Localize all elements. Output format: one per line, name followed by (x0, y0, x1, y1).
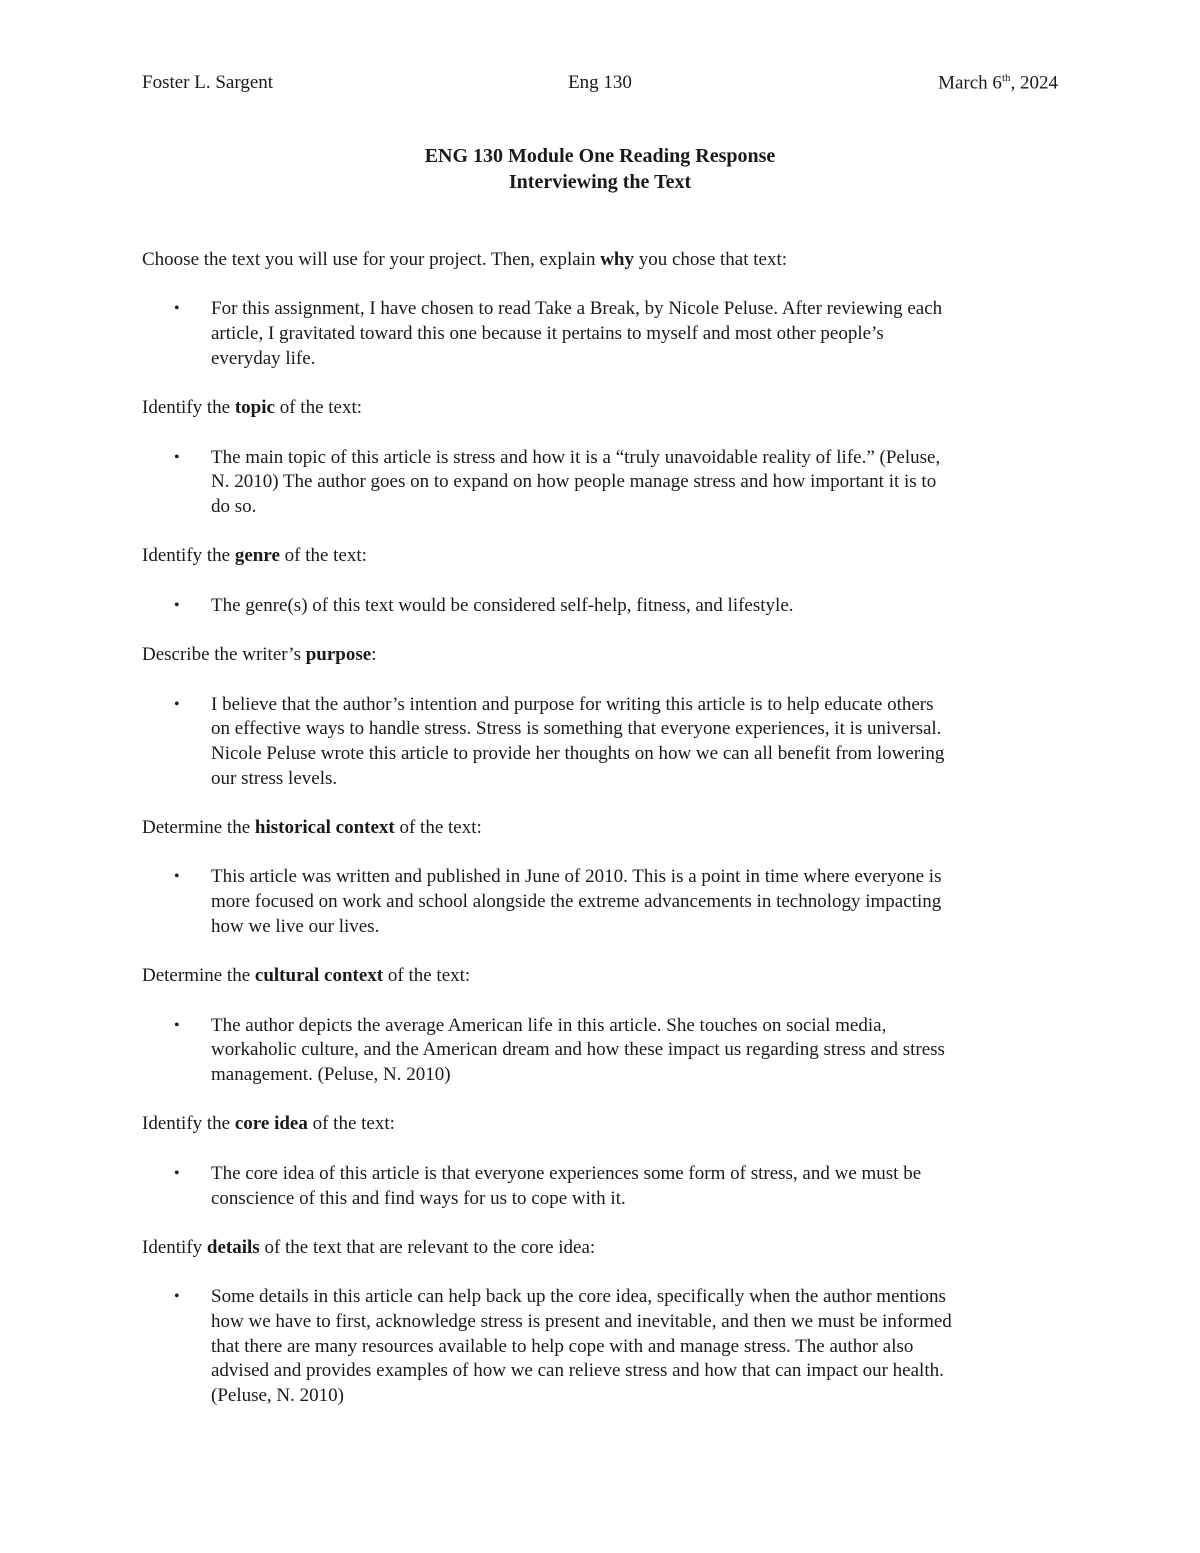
prompt-keyword: cultural context (254, 965, 384, 987)
answer-bullet (142, 594, 1062, 619)
prompt-text: Identify the (142, 545, 235, 567)
prompt-text: you chose that text: (634, 249, 788, 270)
prompt-text: Identify the (142, 397, 235, 419)
bullet-icon: • (174, 300, 180, 318)
prompt-text: Determine the (142, 817, 255, 839)
prompt-text: Choose the text you will use for your project. Then, explain (142, 249, 601, 270)
answer-line: The genre(s) of this text would be considered self-help, fitness, and lifestyle. (211, 594, 794, 616)
answer-line: The author depicts the average American life in this article. She touches on social media, (211, 1014, 887, 1036)
prompt-keyword: why (600, 249, 634, 270)
answer-line: everyday life. (211, 347, 316, 369)
prompt-keyword: topic (234, 397, 275, 419)
bullet-icon: • (174, 596, 180, 614)
answer-bullet (142, 1014, 1062, 1088)
prompt-text: of the text that are relevant to the core idea: (259, 1236, 596, 1258)
answer-bullet (142, 1285, 1062, 1409)
answer-line: workaholic culture, and the American dream and how these impact us regarding stress and stress (211, 1039, 945, 1061)
prompt-keyword: details (206, 1236, 260, 1258)
prompt-keyword: genre (234, 545, 280, 567)
answer-bullet (142, 446, 1062, 520)
prompt-keyword: purpose (305, 644, 372, 666)
answer-line: N. 2010) The author goes on to expand on how people manage stress and how important it is to (211, 471, 937, 493)
answer-line: The main topic of this article is stress and how it is a “truly unavoidable reality of life.” (Peluse, (211, 446, 941, 468)
prompt-keyword: historical context (254, 817, 395, 839)
answer-line: This article was written and published in June of 2010. This is a point in time where everyone is (211, 866, 942, 888)
answer-bullet (142, 865, 1062, 939)
date-day: March 6 (938, 72, 1002, 94)
answer-bullet (142, 693, 1062, 792)
prompt-text: of the text: (383, 965, 471, 987)
prompt-keyword: core idea (234, 1113, 308, 1135)
course-text: Eng 130 (568, 72, 632, 93)
prompt-text: : (371, 644, 377, 666)
question-prompt (142, 964, 1062, 989)
document-title: ENG 130 Module One Reading Response (424, 145, 776, 167)
answer-line: on effective ways to handle stress. Stress is something that everyone experiences, it is universal. (211, 718, 942, 740)
question-prompt (142, 1236, 1062, 1261)
date-year: , 2024 (1010, 72, 1058, 94)
prompt-text: Identify (142, 1236, 207, 1258)
bullet-icon: • (174, 1016, 180, 1034)
answer-line: (Peluse, N. 2010) (211, 1385, 344, 1407)
answer-line: Nicole Peluse wrote this article to provide her thoughts on how we can all benefit from lowering (211, 742, 945, 764)
question-prompt (142, 1112, 1062, 1137)
answer-line: conscience of this and find ways for us to cope with it. (211, 1187, 626, 1209)
question-prompt (142, 643, 1062, 668)
prompt-text: of the text: (394, 817, 482, 839)
answer-line: The core idea of this article is that everyone experiences some form of stress, and we must be (211, 1162, 922, 1184)
answer-line: management. (Peluse, N. 2010) (211, 1064, 451, 1086)
prompt-text: of the text: (279, 545, 367, 567)
answer-bullet (142, 297, 1062, 371)
bullet-icon: • (174, 448, 180, 466)
answer-line: article, I gravitated toward this one because it pertains to myself and most other people’s (211, 323, 884, 345)
prompt-text: Determine the (142, 965, 255, 987)
answer-line: our stress levels. (211, 767, 338, 789)
date-suffix-sup: th (1001, 72, 1011, 84)
question-prompt (142, 248, 1062, 273)
prompt-text: Identify the (142, 1113, 235, 1135)
answer-line: more focused on work and school alongside the extreme advancements in technology impacting (211, 891, 942, 913)
answer-line: how we live our lives. (211, 915, 380, 937)
document-subtitle: Interviewing the Text (508, 171, 692, 193)
bullet-icon: • (174, 1164, 180, 1182)
question-prompt (142, 816, 1062, 841)
prompt-text: of the text: (274, 397, 363, 419)
bullet-icon: • (174, 1288, 180, 1306)
answer-line: that there are many resources available to help cope with and manage stress. The author also (211, 1335, 914, 1357)
answer-line: Some details in this article can help back up the core idea, specifically when the author mentions (211, 1286, 946, 1308)
answer-line: For this assignment, I have chosen to read Take a Break, by Nicole Peluse. After reviewing each (211, 298, 943, 320)
document-body (142, 248, 1062, 1434)
author-name: Foster L. Sargent (142, 72, 274, 93)
bullet-icon: • (174, 868, 180, 886)
date (938, 72, 1058, 94)
prompt-text: Describe the writer’s (142, 644, 306, 666)
question-prompt (142, 544, 1062, 569)
answer-bullet (142, 1162, 1062, 1211)
answer-line: advised and provides examples of how we can relieve stress and how that can impact our health. (211, 1360, 944, 1382)
question-prompt (142, 396, 1062, 421)
answer-line: do so. (211, 495, 257, 517)
answer-line: how we have to first, acknowledge stress is present and inevitable, and then we must be informed (211, 1311, 952, 1332)
prompt-text: of the text: (307, 1113, 395, 1135)
answer-line: I believe that the author’s intention and purpose for writing this article is to help educate others (211, 693, 934, 715)
bullet-icon: • (174, 695, 180, 713)
